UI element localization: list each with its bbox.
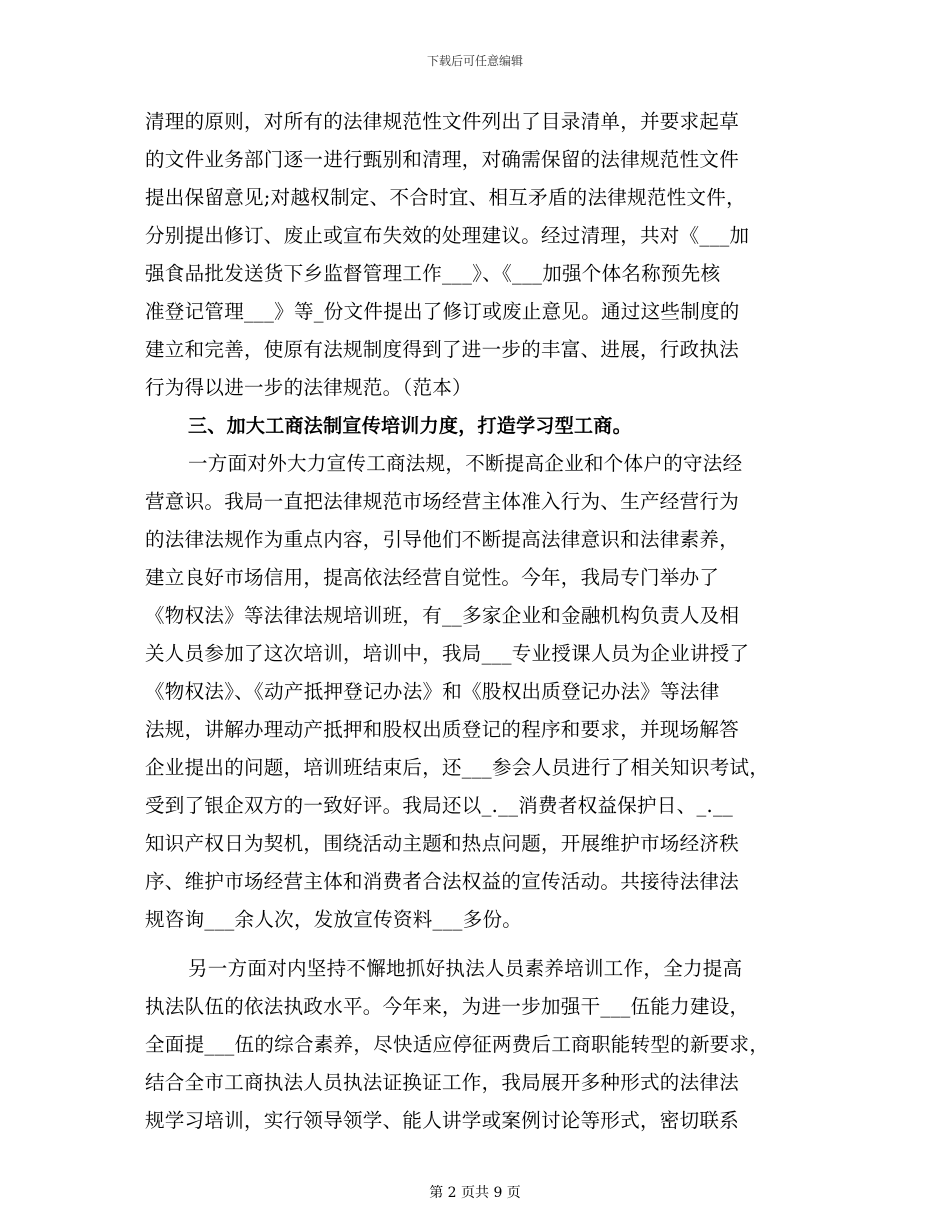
text-line: 另一方面对内坚持不懈地抓好执法人员素养培训工作，全力提高: [188, 957, 743, 980]
text-line: 规学习培训，实行领导领学、能人讲学或案例讨论等形式，密切联系: [145, 1109, 740, 1132]
text-line: 受到了银企双方的一致好评。我局还以_.__消费者权益保护日、_.__: [145, 794, 734, 817]
text-line: 关人员参加了这次培训，培训中，我局___专业授课人员为企业讲授了: [145, 642, 750, 665]
text-line: 建立良好市场信用，提高依法经营自觉性。今年，我局专门举办了: [145, 566, 720, 589]
text-line: 序、维护市场经营主体和消费者合法权益的宣传活动。共接待法律法: [145, 870, 740, 893]
text-line: 强食品批发送货下乡监督管理工作___》、《___加强个体名称预先核: [145, 262, 721, 285]
text-line: 全面提___伍的综合素养，尽快适应停征两费后工商职能转型的新要求，: [145, 1033, 770, 1056]
text-line: 规咨询___余人次，发放宣传资料___多份。: [145, 908, 523, 931]
text-line: 企业提出的问题，培训班结束后，还___参会人员进行了相关知识考试，: [145, 756, 770, 779]
text-line: 分别提出修订、废止或宣布失效的处理建议。经过清理，共对《___加: [145, 224, 750, 247]
text-line: 执法队伍的依法执政水平。今年来，为进一步加强干___伍能力建设，: [145, 995, 750, 1018]
text-line: 提出保留意见;对越权制定、不合时宜、相互矛盾的法律规范性文件，: [145, 186, 746, 209]
text-line: 一方面对外大力宣传工商法规，不断提高企业和个体户的守法经: [188, 452, 743, 475]
text-line: 知识产权日为契机，围绕活动主题和热点问题，开展维护市场经济秩: [145, 832, 740, 855]
section-heading: 三、加大工商法制宣传培训力度，打造学习型工商。: [188, 415, 632, 437]
text-line: 法规，讲解办理动产抵押和股权出质登记的程序和要求，并现场解答: [145, 718, 740, 741]
text-line: 的文件业务部门逐一进行甄别和清理，对确需保留的法律规范性文件: [145, 148, 740, 171]
text-line: 《物权法》等法律法规培训班，有__多家企业和金融机构负责人及相: [145, 604, 740, 627]
text-line: 清理的原则，对所有的法律规范性文件列出了目录清单，并要求起草: [145, 110, 740, 133]
text-line: 准登记管理___》等_份文件提出了修订或废止意见。通过这些制度的: [145, 300, 740, 323]
text-line: 《物权法》、《动产抵押登记办法》和《股权出质登记办法》等法律: [145, 680, 720, 703]
text-line: 营意识。我局一直把法律规范市场经营主体准入行为、生产经营行为: [145, 490, 740, 513]
page-number: 第 2 页共 9 页: [429, 1185, 521, 1201]
document-body: [145, 103, 805, 1140]
text-line: 的法律法规作为重点内容，引导他们不断提高法律意识和法律素养，: [145, 528, 740, 551]
text-line: 结合全市工商执法人员执法证换证工作，我局展开多种形式的法律法: [145, 1071, 740, 1094]
page-header: 下载后可任意编辑: [426, 54, 523, 68]
text-line: 行为得以进一步的法律规范。（范本）: [145, 376, 472, 399]
text-line: 建立和完善，使原有法规制度得到了进一步的丰富、进展，行政执法: [145, 338, 740, 361]
